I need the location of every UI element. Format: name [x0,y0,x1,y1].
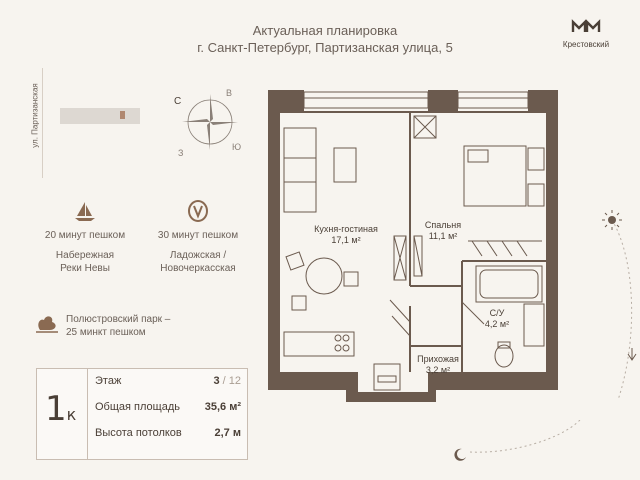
poi-metro-name-2: Новочеркасская [160,263,236,274]
street-label-text: ул. Партизанская [30,83,40,148]
plan-header [160,22,490,56]
area-value: 35,6 м² [204,401,241,413]
info-ceiling-row [95,427,241,439]
plan-address: г. Санкт-Петербург, Партизанская улица, 5 [197,40,453,55]
moon-icon [453,448,467,462]
room-kitchen-name: Кухня-гостиная [314,224,378,234]
poi-river-time: 20 минут пешком [44,230,126,241]
compass-w: З [178,148,184,158]
poi-metro [140,229,256,275]
ceiling-value: 2,7 м [214,427,241,439]
poi-river-name-1: Набережная [55,250,115,261]
room-bedroom-name: Спальня [424,220,462,230]
floor-label: Этаж [95,375,122,387]
moon-path [470,420,590,460]
sailboat-icon [73,200,97,222]
room-bedroom-label [410,220,476,242]
compass-s: Ю [232,142,242,152]
apartment-type-number: 1 [45,389,67,429]
sun-icon [602,210,622,230]
plan-title: Актуальная планировка [252,23,398,38]
street-line [42,68,43,178]
area-label: Общая площадь [95,401,180,413]
poi-park-line-1: Полюстровский парк – [66,314,171,325]
compass-e: В [226,88,233,98]
room-hall-label [404,354,472,376]
park-tree-icon [34,312,60,334]
compass-rose-icon [170,86,250,166]
brand-logo [554,18,618,49]
room-kitchen-area: 17,1 м² [331,235,361,245]
floor-value: 3 [213,375,220,387]
info-floor-row [95,375,241,387]
logo-name: Крестовский [562,40,610,49]
poi-river-name-2: Реки Невы [60,263,110,274]
room-kitchen-label [296,224,396,246]
apartment-type [45,389,76,429]
poi-park-line-2: 25 минкт пешком [66,327,146,338]
poi-river [30,229,140,275]
ceiling-label: Высота потолков [95,427,182,439]
room-bedroom-area: 11,1 м² [428,231,458,241]
room-hall-name: Прихожая [417,354,459,364]
info-area-row [95,401,241,413]
info-divider [87,369,88,459]
compass-n: С [174,96,182,107]
poi-metro-name-1: Ладожская / [169,250,227,261]
street-label [20,75,38,165]
room-bath-name: С/У [489,308,505,318]
room-bath-label [474,308,520,330]
building-marker [120,111,125,119]
poi-metro-time: 30 минут пешком [157,230,239,241]
room-hall-area: 3,2 м² [425,365,451,375]
apartment-type-suffix: к [66,405,77,424]
floor-total: / 12 [222,375,241,387]
metro-icon [187,200,209,222]
room-bath-area: 4,2 м² [484,319,510,329]
logo-mark-icon [571,18,601,34]
building-location-map [60,108,140,124]
apartment-info-box [36,368,248,460]
poi-park [66,313,206,339]
